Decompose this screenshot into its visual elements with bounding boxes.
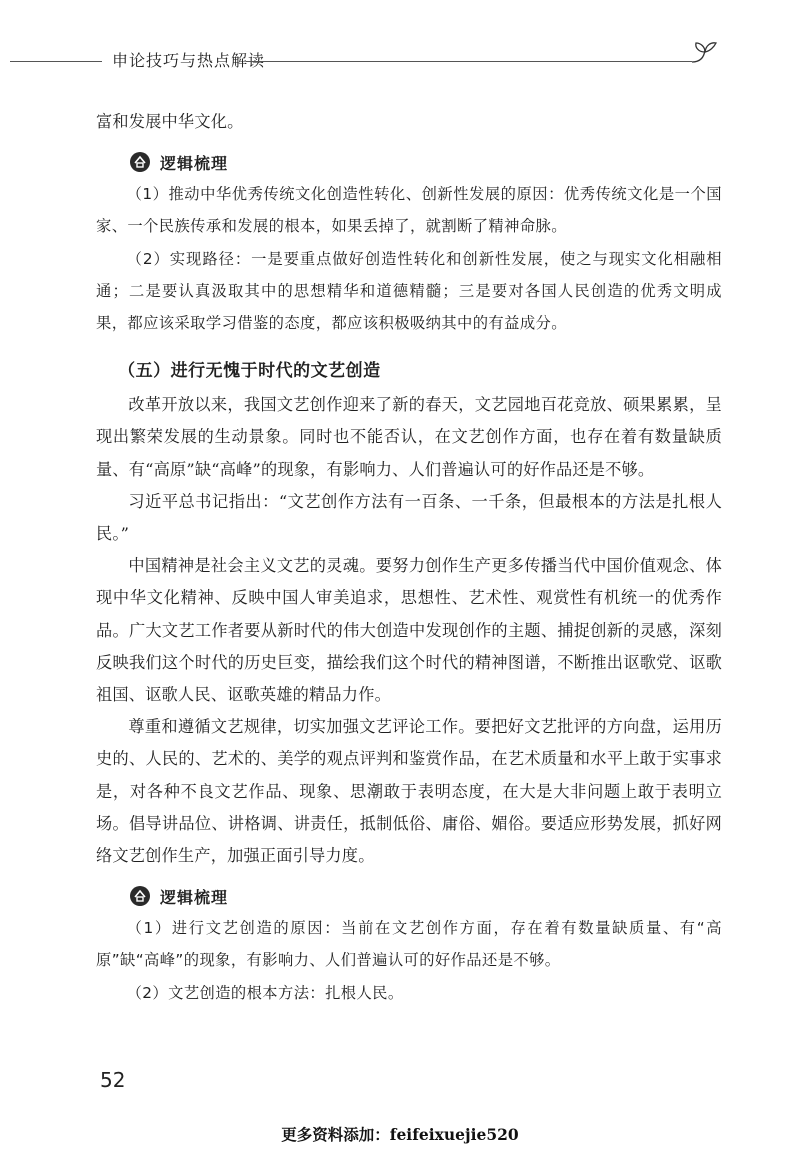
header-rule-right — [246, 61, 692, 62]
continuation-text: 富和发展中华文化。 — [96, 112, 244, 131]
footer-note: 更多资料添加：feifeixuejie520 — [281, 1125, 519, 1144]
body-paragraph: 尊重和遵循文艺规律，切实加强文艺评论工作。要把好文艺批评的方向盘，运用历史的、人民的、艺术的、美学的观点评判和鉴赏作品，在艺术质量和水平上敢于实事求是，对各种不良文艺作品、现象、思潮敢于表明态度，在大是大非问题上敢于表明立场。倡导讲品位、讲格调、讲责任，抵制低俗、庸俗、媚俗。要适应形势发展，抓好网络文艺创作生产，加强正面引导力度。 — [96, 717, 722, 866]
body-paragraph: 改革开放以来，我国文艺创作迎来了新的春天，文艺园地百花竞放、硕果累累，呈现出繁荣发展的生动景象。同时也不能否认，在文艺创作方面，也存在着有数量缺质量、有“高原”缺“高峰”的现象，有影响力、人们普遍认可的好作品还是不够。 — [96, 395, 722, 479]
logic-item: （1）进行文艺创造的原因：当前在文艺创作方面，存在着有数量缺质量、有“高原”缺“高峰”的现象，有影响力、人们普遍认可的好作品还是不够。 — [96, 919, 722, 970]
section-title: （五）进行无愧于时代的文艺创造 — [118, 361, 381, 382]
sprout-icon — [688, 40, 722, 72]
logic-item: （1）推动中华优秀传统文化创造性转化、创新性发展的原因：优秀传统文化是一个国家、一个民族传承和发展的根本，如果丢掉了，就割断了精神命脉。 — [96, 185, 722, 236]
body-paragraph: 习近平总书记指出：“文艺创作方法有一百条、一千条，但最根本的方法是扎根人民。” — [96, 491, 722, 544]
page-number: 52 — [100, 1068, 126, 1092]
logic-badge-icon — [130, 152, 150, 172]
logic-heading — [130, 146, 722, 178]
logic-summary — [96, 912, 722, 1009]
logic-heading-label: 逻辑梳理 — [160, 153, 229, 173]
logic-summary — [96, 178, 722, 339]
logic-item: （2）实现路径：一是要重点做好创造性转化和创新性发展，使之与现实文化相融相通；二是要认真汲取其中的思想精华和道德精髓；三是要对各国人民创造的优秀文明成果，都应该采取学习借鉴的态度，都应该积极吸纳其中的有益成分。 — [96, 249, 722, 333]
logic-badge-icon — [130, 886, 150, 906]
logic-heading — [130, 880, 722, 912]
header-rule-left — [10, 61, 102, 62]
page-body — [96, 106, 722, 1009]
body-paragraph: 中国精神是社会主义文艺的灵魂。要努力创作生产更多传播当代中国价值观念、体现中华文化精神、反映中国人审美追求，思想性、艺术性、观赏性有机统一的优秀作品。广大文艺工作者要从新时代的伟大创造中发现创作的主题、捕捉创新的灵感，深刻反映我们这个时代的历史巨变，描绘我们这个时代的精神图谱，不断推出讴歌党、讴歌祖国、讴歌人民、讴歌英雄的精品力作。 — [96, 556, 722, 705]
logic-item: （2）文艺创造的根本方法：扎根人民。 — [126, 983, 404, 1002]
header-title: 申论技巧与热点解读 — [112, 51, 266, 70]
running-header — [0, 40, 800, 80]
logic-heading-label: 逻辑梳理 — [160, 887, 229, 907]
